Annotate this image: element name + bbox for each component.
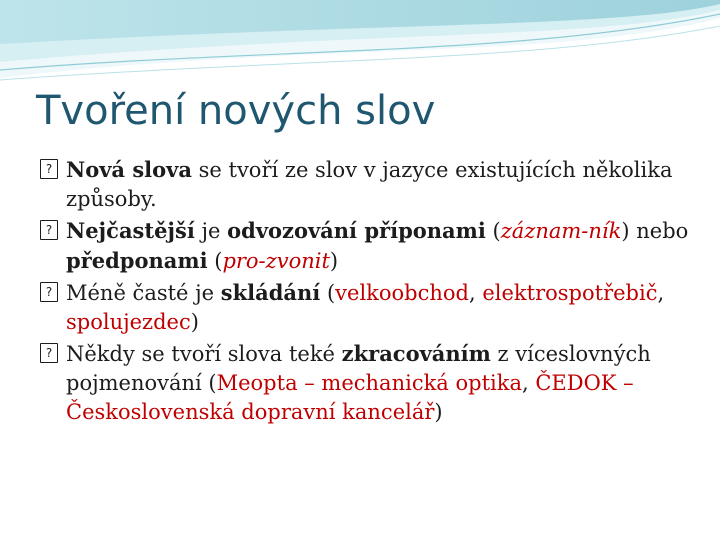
bullet-list (40, 155, 690, 429)
top-wave-decoration (0, 0, 720, 90)
bullet-text: se tvoří ze slov v jazyce existujících několika způsoby. (66, 158, 673, 211)
bullet-text: Méně časté je (66, 281, 221, 305)
bullet-text: z víceslovných pojmenování ( (66, 342, 651, 395)
bullet-text: Někdy se tvoří slova teké (66, 342, 342, 366)
bullet-text: , (469, 281, 483, 305)
bullet-text: , (522, 371, 536, 395)
missing-glyph-box-icon (40, 159, 58, 179)
bullet-item-new-words (40, 155, 690, 214)
slide-title: Tvoření nových slov (36, 88, 436, 134)
bullet-text: ( (207, 249, 223, 273)
bullet-text: , (657, 281, 665, 305)
bullet-text-bold: skládání (220, 280, 321, 305)
bullet-text-bold: odvozování příponami (227, 218, 486, 243)
bullet-text: ) (329, 249, 339, 273)
bullet-text: ( (320, 281, 336, 305)
bullet-text-bold: Nejčastější (66, 218, 195, 243)
missing-glyph-box-icon (40, 220, 58, 240)
bullet-text: ) nebo (621, 219, 689, 243)
bullet-text: ) (190, 310, 199, 334)
bullet-text-bold: předponami (66, 248, 208, 273)
example-word: ČEDOK – Československá dopravní kancelář (66, 371, 634, 424)
bullet-item-abbreviation (40, 339, 690, 427)
example-word: záznam-ník (500, 219, 622, 243)
bullet-item-compounding (40, 278, 690, 337)
bullet-text: je (194, 219, 228, 243)
bullet-text: ) (434, 400, 443, 424)
bullet-item-derivation (40, 216, 690, 276)
example-word: velkoobchod (335, 281, 469, 305)
bullet-text: ( (485, 219, 501, 243)
example-word: spolujezdec (66, 310, 191, 334)
missing-glyph-box-icon (40, 343, 58, 363)
bullet-text-bold: zkracováním (341, 341, 491, 366)
bullet-text-bold: Nová slova (66, 157, 192, 182)
example-word: Meopta – mechanická optika (216, 371, 522, 395)
example-word: pro-zvonit (222, 249, 330, 273)
example-word: elektrospotřebič (482, 281, 658, 305)
missing-glyph-box-icon (40, 282, 58, 302)
